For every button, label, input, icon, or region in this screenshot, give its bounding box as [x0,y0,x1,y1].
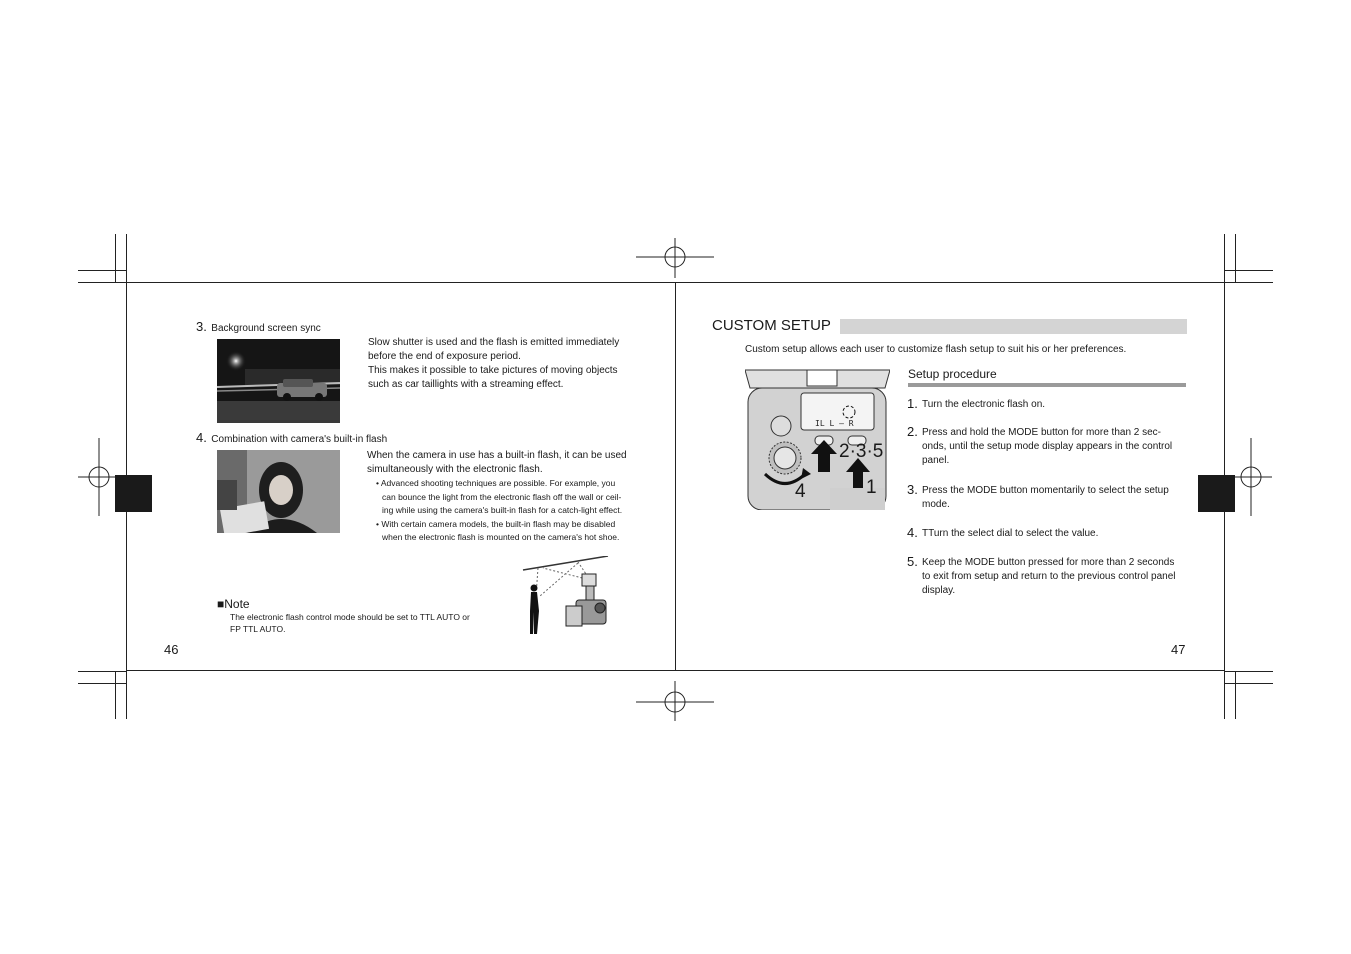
night-street-photo-art [217,339,340,423]
text-line: • With certain camera models, the built-in flash may be disabled [376,518,616,529]
portrait-photo-art [217,450,340,533]
procedure-rule [908,383,1186,387]
step-5 [907,554,1187,598]
text-line: Slow shutter is used and the flash is emitted immediately [368,337,620,348]
heading-bar [840,319,1187,334]
registration-target-left [78,438,118,516]
procedure-title: Setup procedure [908,367,997,381]
text-line: can bounce the light from the electronic flash off the wall or ceil- [382,491,622,502]
item-4-bullets [376,477,640,545]
item-3-text [368,336,640,392]
step-2 [907,424,1187,468]
text-line: • Advanced shooting techniques are possible. For example, you [376,478,616,488]
text-line: Keep the MODE button pressed for more than 2 seconds [922,557,1175,568]
text-line: FP TTL AUTO. [230,623,286,634]
step-number: 5. [907,554,918,569]
text-line: This makes it possible to take pictures of moving objects [368,365,618,376]
text-line: display. [922,585,956,596]
diagram-label-235: 2·3·5 [839,441,884,462]
step-number: 1. [907,396,918,411]
note-label: ■Note [217,597,250,611]
registration-target-top [636,238,714,278]
text-line: Press the MODE button momentarily to select the setup [922,485,1169,496]
page-number-right: 47 [1171,642,1186,657]
item-3-heading [196,318,321,336]
diagram-label-1: 1 [866,477,877,498]
registration-target-bottom [636,681,714,721]
text-line: TTurn the select dial to select the value. [922,528,1099,539]
bullet-1 [376,477,640,518]
item-4-heading [196,429,387,447]
step-1 [907,396,1187,412]
text-line: mode. [922,499,950,510]
item-number: 4. [196,430,207,445]
note-text [230,612,490,635]
text-line: The electronic flash control mode should be set to TTL AUTO or [230,612,470,622]
night-street-photo [217,339,340,423]
text-line: to exit from setup and return to the previous control panel [922,571,1176,582]
text-line: simultaneously with the electronic flash. [367,464,543,475]
item-title: Background screen sync [211,323,321,334]
step-4 [907,525,1187,541]
text-line: When the camera in use has a built-in flash, it can be used [367,450,627,461]
diagram-label-4: 4 [795,481,806,502]
registration-target-right [1232,438,1272,516]
page-gutter [675,282,676,671]
bullet-2 [376,518,640,545]
text-line: before the end of exposure period. [368,351,521,362]
text-line: Turn the electronic flash on. [922,399,1046,410]
text-line: panel. [922,455,950,466]
section-tab-right [1198,475,1235,512]
item-4-text [367,449,639,477]
bounce-flash-illustration [518,556,613,638]
item-number: 3. [196,319,207,334]
step-number: 2. [907,424,918,439]
item-title: Combination with camera's built-in flash [211,434,388,445]
section-heading: CUSTOM SETUP [712,317,831,334]
step-number: 4. [907,525,918,540]
text-line: such as car taillights with a streaming effect. [368,379,564,390]
step-3 [907,482,1187,512]
text-line: when the electronic flash is mounted on the camera's hot shoe. [382,532,620,542]
text-line: Press and hold the MODE button for more than 2 sec- [922,427,1162,438]
step-number: 3. [907,482,918,497]
portrait-photo [217,450,340,533]
svg-text:IL L – R: IL L – R [815,419,854,428]
section-tab-left [115,475,152,512]
text-line: ing while using the camera's built-in flash for a catch-light effect. [382,505,623,515]
page-number-left: 46 [164,642,179,657]
text-line: onds, until the setup mode display appears in the control [922,441,1173,452]
intro-text: Custom setup allows each user to customize flash setup to suit his or her preferences. [745,344,1127,355]
